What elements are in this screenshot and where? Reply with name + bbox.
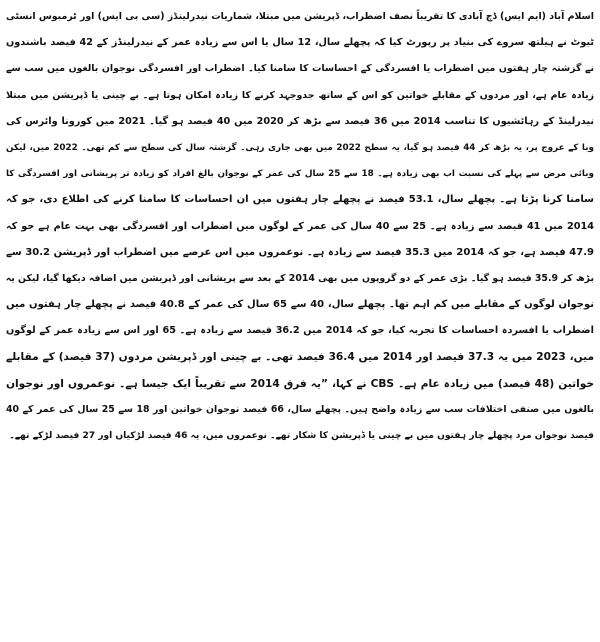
article-line: فیصد نوجوان مرد پچھلے چار ہفتوں میں بے چینی یا ڈپریشن کا شکار تھے۔ نوعمروں میں، یہ 46 فیصد لڑکیاں اور 27 فیصد لڑکے تھے۔ bbox=[9, 431, 594, 441]
article-line: 47.9 فیصد ہے، جو کہ 2014 میں 35.3 فیصد سے زیادہ ہے۔ نوعمروں میں اس عرصے میں اضطراب اور ڈپریشن 30.2 سے bbox=[6, 246, 594, 258]
article-line: بالغوں میں صنفی اختلافات سب سے زیادہ واضح ہیں۔ پچھلے سال، 66 فیصد نوجوان خواتین اور 18 سے 25 سال کی عمر کے 40 bbox=[6, 403, 594, 415]
article-line: وبا کے عروج پر، یہ بڑھ کر 44 فیصد ہو گیا، یہ سطح 2022 میں بھی جاری رہی۔ گزشتہ سال کی سطح سے کم تھی۔ 2022 میں، لیکن bbox=[6, 142, 594, 153]
article-line: نوجوان لوگوں کے مقابلے میں کم اہم تھا۔ پچھلے سال، 40 سے 65 سال کی عمر کے 40.8 فیصد نے پچھلے چار ہفتوں میں bbox=[6, 299, 594, 311]
article-line: سامنا کرنا پڑتا ہے۔ پچھلے سال، 53.1 فیصد نے پچھلے چار ہفتوں میں ان احساسات کا سامنا کرنے کی اطلاع دی، جو کہ bbox=[6, 194, 594, 206]
article-line: 2014 میں 41 فیصد سے زیادہ ہے۔ 25 سے 40 سال کی عمر کے لوگوں میں اضطراب اور افسردگی بھی بہت عام ہے جو کہ bbox=[6, 220, 594, 232]
article-line: وبائی مرض سے پہلے کی نسبت اب بھی زیادہ ہے۔ 18 سے 25 سال کی عمر کے نوجوان بالغ افراد کو زیادہ تر پریشانی اور افسردگی کا bbox=[6, 169, 594, 180]
article-line: اسلام آباد (ایم ایس) ڈچ آبادی کا تقریباً نصف اضطراب، ڈپریشن میں مبتلا، شماریات نیدرلینڈز (سی بی ایس) اور ٹرمبوس انسٹی bbox=[6, 11, 594, 22]
article-line: زیادہ عام ہے، اور مردوں کے مقابلے خواتین کو اس کے ساتھ جدوجہد کرنے کا زیادہ امکان ہوتا ہے۔ بے چینی یا ڈپریشن میں مبتلا bbox=[6, 89, 594, 101]
article-line: میں، 2023 میں یہ 37.3 فیصد اور 2014 میں 36.4 فیصد تھی۔ بے چینی اور ڈپریشن مردوں (37 فیصد) کے مقابلے bbox=[6, 351, 594, 364]
article-line: نیدرلینڈ کے رہائشیوں کا تناسب 2014 میں 36 فیصد سے بڑھ کر 2020 میں 40 فیصد ہو گیا۔ 2021 میں کورونا وائرس کی bbox=[6, 115, 594, 127]
article-body bbox=[6, 4, 594, 634]
article-line: خواتین (48 فیصد) میں زیادہ عام ہے۔ CBS نے کہا، ”یہ فرق 2014 سے تقریباً ایک جیسا ہے۔ نوعمروں اور نوجوان bbox=[6, 377, 594, 390]
article-line: نے گزشتہ چار ہفتوں میں اضطراب یا افسردگی کے احساسات کا سامنا کیا۔ اضطراب اور افسردگی نوجوان بالغوں میں سب سے bbox=[6, 63, 594, 75]
article-line: اضطراب یا افسردہ احساسات کا تجربہ کیا، جو کہ 2014 میں 36.2 فیصد سے زیادہ ہے۔ 65 اور اس سے زیادہ عمر کے لوگوں bbox=[6, 325, 594, 337]
article-line: بڑھ کر 35.9 فیصد ہو گیا۔ بڑی عمر کے دو گروپوں میں بھی 2014 کے بعد سے پریشانی اور ڈپریشن میں اضافہ دیکھا گیا، لیکن یہ bbox=[6, 272, 594, 284]
article-line: ٹیوٹ نے ہیلتھ سروے کی بنیاد پر رپورٹ کیا کہ پچھلے سال، 12 سال یا اس سے زیادہ عمر کے نیدرلینڈز کے 42 فیصد باشندوں bbox=[6, 37, 594, 49]
